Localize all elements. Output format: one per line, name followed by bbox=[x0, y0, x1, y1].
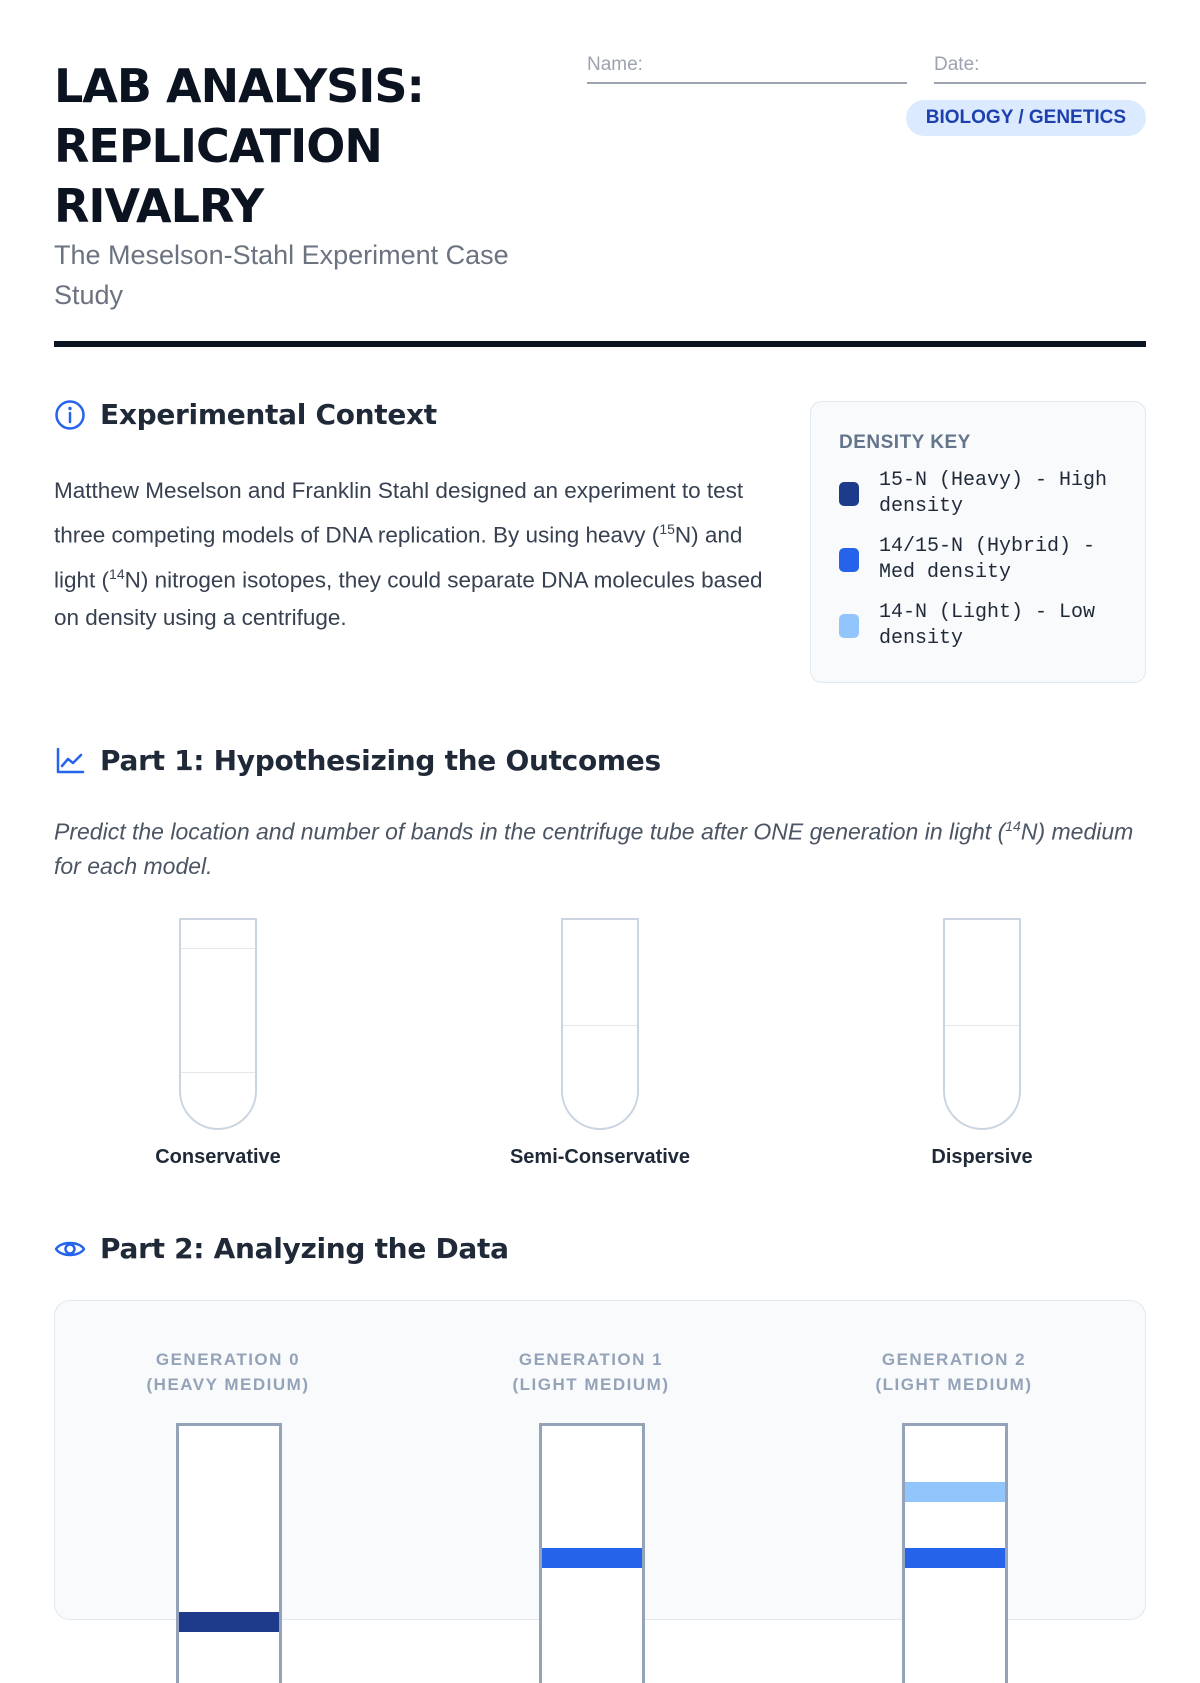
centrifuge-tube bbox=[902, 1423, 1008, 1683]
density-key-panel bbox=[810, 401, 1146, 683]
generation-label: GENERATION 1 (LIGHT MEDIUM) bbox=[512, 1350, 670, 1394]
part1-heading-text: Part 1: Hypothesizing the Outcomes bbox=[100, 744, 661, 777]
tube-guide-line bbox=[563, 1025, 637, 1026]
part2-heading-text: Part 2: Analyzing the Data bbox=[100, 1232, 509, 1265]
heavy-swatch bbox=[839, 482, 859, 506]
page-subtitle: The Meselson-Stahl Experiment Case Study bbox=[54, 240, 509, 310]
centrifuge-tube bbox=[539, 1423, 645, 1683]
heavy-band bbox=[179, 1612, 279, 1632]
info-icon bbox=[54, 399, 86, 431]
prediction-tube[interactable] bbox=[561, 918, 639, 1130]
key-label: 15-N (Heavy) - High density bbox=[879, 469, 1108, 518]
eye-icon bbox=[54, 1233, 86, 1265]
hybrid-band bbox=[905, 1548, 1005, 1568]
hybrid-band bbox=[542, 1548, 642, 1568]
generation-label: GENERATION 0 (HEAVY MEDIUM) bbox=[146, 1350, 310, 1394]
centrifuge-tube bbox=[176, 1423, 282, 1683]
hybrid-swatch bbox=[839, 548, 859, 572]
model-label: Dispersive bbox=[931, 1146, 1033, 1168]
data-panel bbox=[54, 1300, 1146, 1620]
key-label: 14/15-N (Hybrid) - Med density bbox=[879, 535, 1096, 584]
key-item-light bbox=[839, 600, 1125, 652]
generation-0 bbox=[108, 1347, 348, 1397]
context-paragraph: Matthew Meselson and Franklin Stahl designed an experiment to test three competing models of DNA replication. By using heavy ($^{15}$N) and light ($^{14}$N) nitrogen isotopes, they could separate DNA molecules based on density using a centrifuge. bbox=[54, 478, 763, 630]
date-label: Date: bbox=[934, 54, 980, 75]
model-label: Conservative bbox=[155, 1146, 281, 1168]
date-field[interactable] bbox=[934, 54, 1146, 84]
generation-1 bbox=[471, 1347, 711, 1397]
key-item-hybrid bbox=[839, 534, 1125, 586]
name-label: Name: bbox=[587, 54, 643, 75]
part1-instruction: Predict the location and number of bands in the centrifuge tube after ONE generation in light ($^{14}$N) medium for each model. bbox=[54, 818, 1134, 879]
part2-heading bbox=[54, 1232, 509, 1265]
density-key-title: DENSITY KEY bbox=[839, 432, 971, 453]
context-heading bbox=[54, 398, 437, 431]
line-chart-icon bbox=[54, 745, 86, 777]
generation-2 bbox=[834, 1347, 1074, 1397]
name-field[interactable] bbox=[587, 54, 907, 84]
worksheet-page bbox=[54, 0, 1146, 1600]
light-band bbox=[905, 1482, 1005, 1502]
light-swatch bbox=[839, 614, 859, 638]
context-heading-text: Experimental Context bbox=[100, 398, 437, 431]
page-title: LAB ANALYSIS: REPLICATION RIVALRY bbox=[54, 59, 424, 233]
subject-tag: BIOLOGY / GENETICS bbox=[906, 100, 1146, 136]
model-label: Semi-Conservative bbox=[509, 1146, 691, 1168]
prediction-tube[interactable] bbox=[179, 918, 257, 1130]
tube-guide-line bbox=[181, 948, 255, 949]
prediction-tube[interactable] bbox=[943, 918, 1021, 1130]
generation-label: GENERATION 2 (LIGHT MEDIUM) bbox=[875, 1350, 1033, 1394]
tube-guide-line bbox=[181, 1072, 255, 1073]
key-label: 14-N (Light) - Low density bbox=[879, 601, 1096, 650]
key-item-heavy bbox=[839, 468, 1125, 520]
header-divider bbox=[54, 341, 1146, 347]
tube-guide-line bbox=[945, 1025, 1019, 1026]
part1-heading bbox=[54, 744, 661, 777]
worksheet-header bbox=[54, 0, 1146, 348]
